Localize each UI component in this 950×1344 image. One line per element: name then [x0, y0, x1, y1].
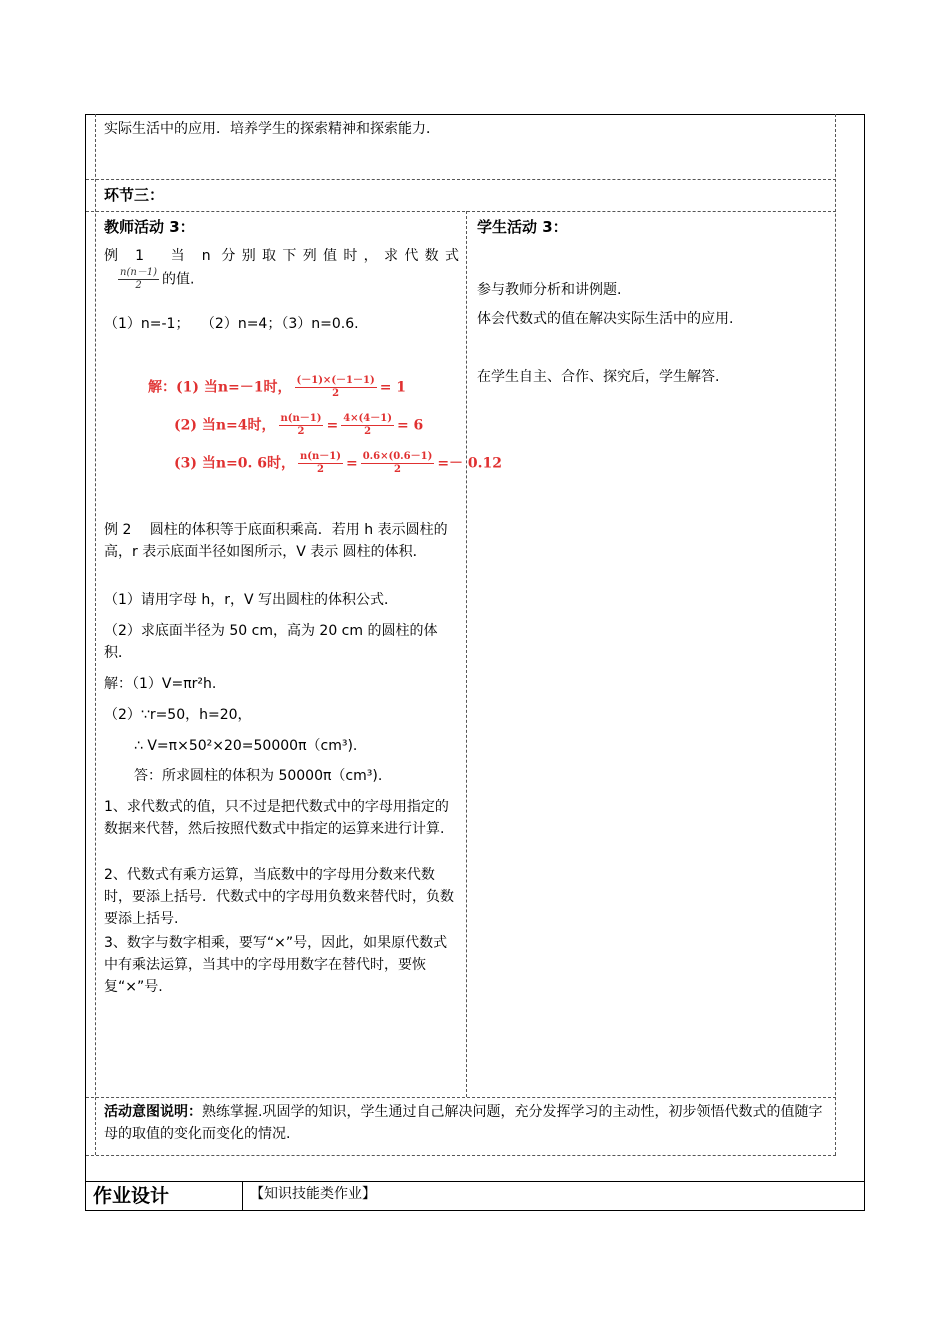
- note-2: 2、代数式有乘方运算，当底数中的字母用分数来代数时，要添上括号．代数式中的字母用负数来替代时，负数要添上括号.: [104, 867, 454, 927]
- section-title: 环节三：: [104, 186, 165, 204]
- example-2-answer-1: 解：（1）V=πr²h.: [104, 676, 217, 692]
- activity-intent-label: 活动意图说明：: [104, 1104, 202, 1120]
- outer-border-right: [864, 114, 865, 1211]
- note-1: 1、求代数式的值，只不过是把代数式中的字母用指定的数据来代替，然后按照代数式中指定的运算来进行计算.: [104, 799, 449, 837]
- example-2-answer-2: （2）∵r=50，h=20，: [104, 707, 252, 723]
- example-2-question-1: （1）请用字母 h，r，V 写出圆柱的体积公式．: [104, 592, 399, 608]
- homework-row-top: [85, 1181, 865, 1182]
- outer-border-top: [85, 114, 865, 115]
- student-line-3: 在学生自主、合作、探究后，学生解答.: [477, 369, 720, 385]
- column-divider: [466, 211, 467, 1097]
- inner-border-left: [95, 114, 96, 1155]
- example-1-parts: （1）n=-1； （2）n=4；（3）n=0.6.: [104, 316, 359, 332]
- inner-divider-3: [86, 1097, 836, 1098]
- homework-divider: [242, 1181, 243, 1211]
- homework-content: 【知识技能类作业】: [250, 1186, 376, 1202]
- example-1-intro: 例 1 当 n 分别取下列值时，求代数式: [104, 248, 459, 264]
- outer-border-left: [85, 114, 86, 1211]
- inner-divider-4: [86, 1155, 836, 1156]
- inner-border-right: [835, 114, 836, 1155]
- example-2-answer-4: 答：所求圆柱的体积为 50000π（cm³).: [134, 768, 383, 784]
- solution-line-1: 解：(1) 当n=－1时， $\frac{(-1)\times(-1-1)}{2}$ = 1: [148, 375, 407, 399]
- outer-border-bottom: [85, 1210, 865, 1211]
- student-line-1: 参与教师分析和讲例题.: [477, 282, 622, 298]
- student-line-2: 体会代数式的值在解决实际生活中的应用.: [477, 311, 734, 327]
- teacher-heading: 教师活动 3：: [104, 218, 195, 236]
- solution-line-2: (2) 当n=4时， $\frac{n(n-1)}{2}$ = $\frac{4\times(4-1)}{2}$ = 6: [174, 413, 424, 437]
- homework-label: 作业设计: [93, 1185, 170, 1207]
- example-2-text: 例 2 圆柱的体积等于底面积乘高．若用 h 表示圆柱的高，r 表示底面半径如图所示，V 表示 圆柱的体积．: [104, 522, 448, 560]
- note-3: 3、数字与数字相乘，要写“×”号，因此，如果原代数式中有乘法运算，当其中的字母用数字在替代时，要恢复“×”号.: [104, 935, 448, 995]
- example-2-question-2: （2）求底面半径为 50 cm，高为 20 cm 的圆柱的体积．: [104, 623, 438, 661]
- student-heading: 学生活动 3：: [477, 218, 568, 236]
- inner-divider-2: [86, 211, 836, 212]
- solution-line-3-clip: [174, 448, 503, 484]
- example-1-fraction: $\frac{n(n-1)}{2}$: [120, 267, 158, 291]
- top-text: 实际生活中的应用．培养学生的探索精神和探索能力．: [104, 121, 440, 137]
- example-2-answer-3: ∴ V=π×50²×20=50000π（cm³).: [134, 738, 358, 754]
- activity-intent: [104, 1101, 828, 1145]
- example-1-expression: $\frac{n(n-1)}{2}$ 的值.: [120, 267, 195, 291]
- solution-line-3: (3) 当n=0. 6时， $\frac{n(n-1)}{2}$ = $\frac{0.6\times(0.6-1)}{2}$ =－ 0.12: [174, 451, 503, 475]
- inner-divider-1: [86, 179, 836, 180]
- activity-intent-text: 熟练掌握.巩固学的知识，学生通过自己解决问题，充分发挥学习的主动性，初步领悟代数式的值随字母的取值的变化而变化的情况.: [104, 1104, 823, 1142]
